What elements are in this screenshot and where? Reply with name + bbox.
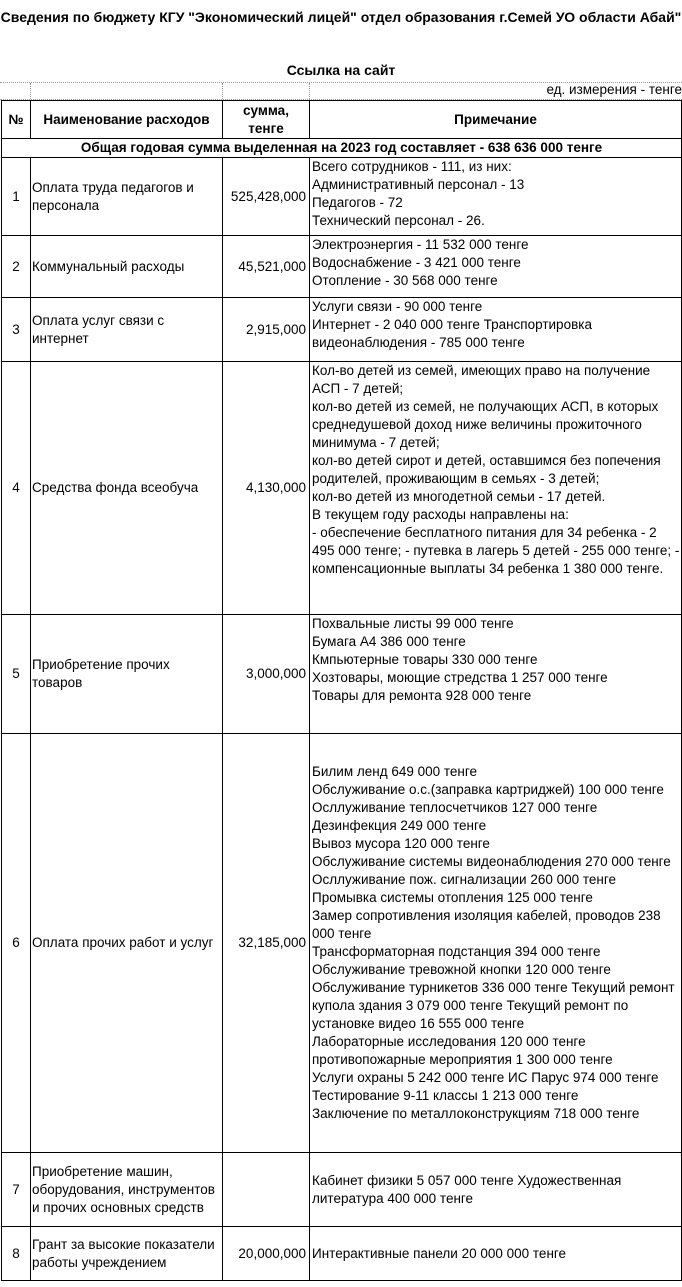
expense-note [310, 1153, 682, 1227]
note-line: Замер сопротивления изоляция кабелей, проводов 238 000 тенге [312, 908, 661, 941]
total-cell: Общая годовая сумма выделенная на 2023 год составляет - 638 636 000 тенге [2, 139, 682, 158]
note-line: Кмпьютерные товары 330 000 тенге [312, 652, 538, 667]
expense-note [310, 362, 682, 615]
note-line: Бумага А4 386 000 тенге [312, 634, 466, 649]
row-number: 7 [2, 1153, 31, 1227]
note-line: Билим ленд 649 000 тенге [312, 764, 477, 779]
row-number: 1 [2, 158, 31, 236]
expense-name: Оплата услуг связи с интернет [31, 298, 223, 362]
row-number: 5 [2, 615, 31, 734]
note-line: Интерактивные панели 20 000 000 тенге [312, 1245, 567, 1261]
note-line: Обслуживание системы видеонаблюдения 270 000 тенге [312, 854, 671, 869]
expense-note [310, 158, 682, 236]
total-row [2, 139, 682, 158]
table-row [2, 298, 682, 362]
expense-name: Приобретение машин, оборудования, инструментов и прочих основных средств [31, 1153, 223, 1227]
note-line: Услуги связи - 90 000 тенге [312, 299, 483, 314]
site-link[interactable]: Ссылка на сайт [286, 62, 396, 78]
col-num-header: № [2, 101, 31, 139]
note-line: Услуги охраны 5 242 000 тенге ИС Парус 974 000 тенге Тестирование 9-11 классы 1 213 000 тенге [312, 1070, 659, 1103]
expense-note [310, 615, 682, 734]
note-line: Трансформаторная подстанция 394 000 тенге [312, 944, 601, 959]
note-line: Кабинет физики 5 057 000 тенге Художественная литература 400 000 тенге [312, 1172, 622, 1206]
note-line: Лабораторные исследования 120 000 тенге [312, 1034, 586, 1049]
note-line: Хозтовары, моющие стредства 1 257 000 тенге [312, 670, 608, 685]
expense-note [310, 298, 682, 362]
expense-amount: 20,000,000 [223, 1227, 310, 1281]
note-line: Обслуживание тревожной кнопки 120 000 тенге [312, 962, 611, 977]
note-line: Всего сотрудников - 111, из них: [312, 159, 512, 174]
note-line: кол-во детей из многодетной семьи - 17 детей. [312, 489, 606, 504]
expense-amount: 525,428,000 [223, 158, 310, 236]
expense-amount: 45,521,000 [223, 236, 310, 298]
note-line: Товары для ремонта 928 000 тенге [312, 688, 532, 703]
spacer-divider [309, 83, 310, 99]
expense-amount: 32,185,000 [223, 734, 310, 1153]
note-line: Педагогов - 72 [312, 195, 403, 210]
note-line: Отопление - 30 568 000 тенге [312, 273, 498, 288]
note-line: В текущем году расходы направлены на: [312, 507, 569, 522]
note-line: Обслуживание о.с.(заправка картриджей) 100 000 тенге [312, 782, 664, 797]
expense-name: Коммунальный расходы [31, 236, 223, 298]
expense-name: Приобретение прочих товаров [31, 615, 223, 734]
col-amount-header: сумма, тенге [223, 101, 310, 139]
note-line: Технический персонал - 26. [312, 213, 485, 228]
note-line: Обслуживание турникетов 336 000 тенге Текущий ремонт купола здания 3 079 000 тенге Текущий ремонт по установке видео 16 555 000 тенге [312, 980, 675, 1031]
row-number: 4 [2, 362, 31, 615]
table-row [2, 1153, 682, 1227]
note-line: Дезинфекция 249 000 тенге [312, 818, 487, 833]
expense-amount: 2,915,000 [223, 298, 310, 362]
expense-note [310, 734, 682, 1153]
note-line: Кол-во детей из семей, имеющих право на получение АСП - 7 детей; [312, 363, 651, 396]
note-line: кол-во детей сирот и детей, оставшимся без попечения родителей, проживающим в семьях - 3 детей; [312, 453, 661, 486]
unit-note: ед. измерения - тенге [546, 82, 682, 97]
table-row [2, 362, 682, 615]
row-number: 2 [2, 236, 31, 298]
table-row [2, 734, 682, 1153]
note-line: Интернет - 2 040 000 тенге Транспортировка видеонаблюдения - 785 000 тенге [312, 317, 592, 350]
row-number: 8 [2, 1227, 31, 1281]
note-line: кол-во детей из семей, не получающих АСП, в которых среднедушевой доход ниже величины прожиточного минимума - 7 детей; [312, 399, 659, 450]
page-title: Сведения по бюджету КГУ "Экономический лицей" отдел образования г.Семей УО области Абай" [0, 9, 682, 25]
expense-name: Средства фонда всеобуча [31, 362, 223, 615]
row-number: 6 [2, 734, 31, 1153]
expense-amount: 3,000,000 [223, 615, 310, 734]
note-line: - обеспечение бесплатного питания для 34 ребенка - 2 495 000 тенге; - путевка в лагерь 5 детей - 255 000 тенге; - компенсационные выплаты 34 ребенка 1 380 000 тенге. [312, 525, 680, 576]
table-row [2, 1227, 682, 1281]
note-line: Похвальные листы 99 000 тенге [312, 616, 514, 631]
col-note-header: Примечание [310, 101, 682, 139]
note-line: Электроэнергия - 11 532 000 тенге [312, 237, 529, 252]
note-line: Заключение по металлоконструкциям 718 000 тенге [312, 1106, 640, 1121]
expense-note [310, 236, 682, 298]
spacer-divider [30, 83, 31, 99]
expense-name: Оплата прочих работ и услуг [31, 734, 223, 1153]
table-row [2, 236, 682, 298]
expense-name: Грант за высокие показатели работы учреждением [31, 1227, 223, 1281]
expense-amount: 4,130,000 [223, 362, 310, 615]
budget-table [1, 100, 682, 1281]
table-row [2, 158, 682, 236]
expense-amount [223, 1153, 310, 1227]
header-row [2, 101, 682, 139]
expense-note [310, 1227, 682, 1281]
col-name-header: Наименование расходов [31, 101, 223, 139]
note-line: Осллуживание пож. сигнализации 260 000 тенге [312, 872, 617, 887]
note-line: Осллуживание теплосчетчиков 127 000 тенге [312, 800, 598, 815]
note-line: Промывка системы отопления 125 000 тенге [312, 890, 593, 905]
note-line: Административный персонал - 13 [312, 177, 525, 192]
spacer-divider [222, 83, 223, 99]
note-line: противопожарные мероприятия 1 300 000 тенге [312, 1052, 613, 1067]
row-number: 3 [2, 298, 31, 362]
table-row [2, 615, 682, 734]
note-line: Водоснабжение - 3 421 000 тенге [312, 255, 521, 270]
note-line: Вывоз мусора 120 000 тенге [312, 836, 490, 851]
expense-name: Оплата труда педагогов и персонала [31, 158, 223, 236]
